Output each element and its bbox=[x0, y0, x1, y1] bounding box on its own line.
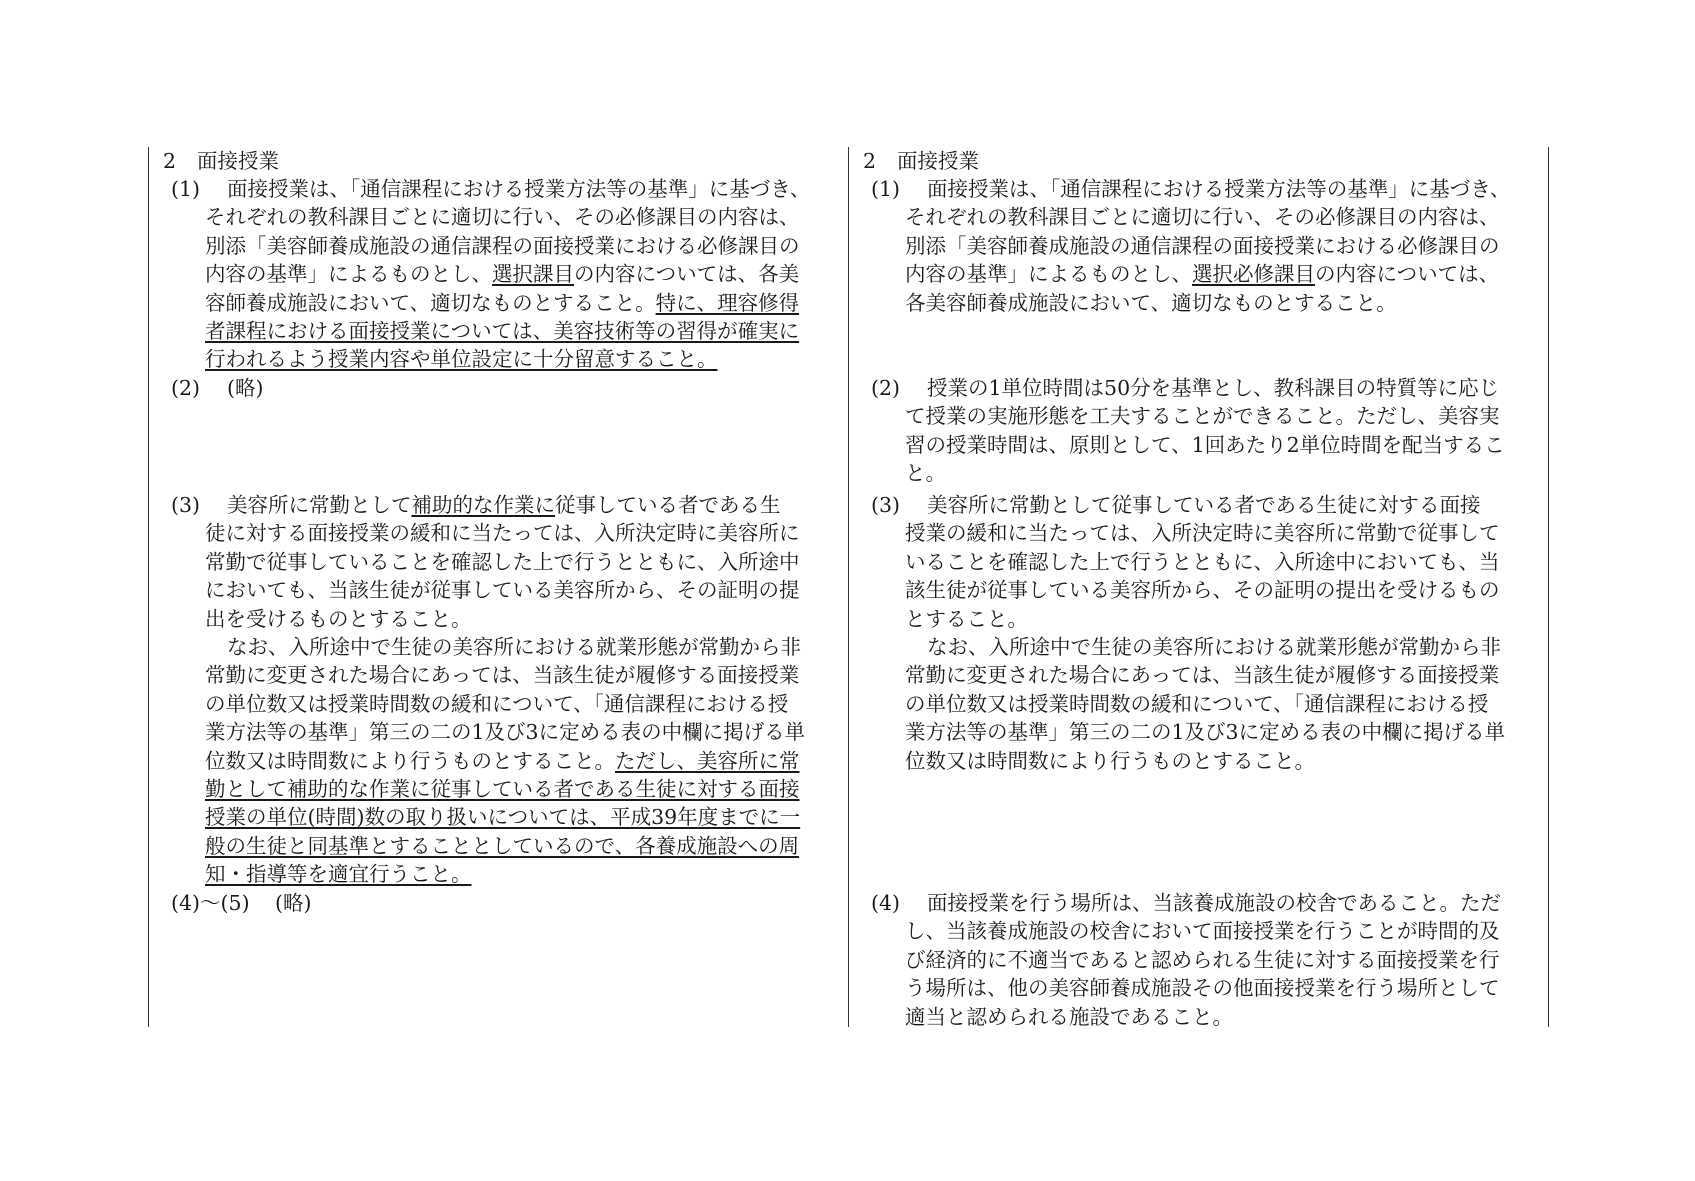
underlined-text: 選択課目 bbox=[492, 262, 574, 287]
text-line: なお、入所途中で生徒の美容所における就業形態が常勤から非 bbox=[927, 635, 1501, 660]
left-item-2 bbox=[149, 374, 848, 402]
underlined-text: 行われるよう授業内容や単位設定に十分留意すること。 bbox=[205, 347, 718, 372]
text-line: 面接授業は、「通信課程における授業方法等の基準」に基づき、 bbox=[927, 177, 1511, 201]
text-line: 面接授業を行う場所は、当該養成施設の校舎であること。ただ bbox=[927, 891, 1501, 915]
text-line: それぞれの教科課目ごとに適切に行い、その必修課目の内容は、 bbox=[905, 205, 1500, 230]
underlined-text: 知・指導等を適宜行うこと。 bbox=[205, 862, 472, 887]
left-item-4-5 bbox=[149, 889, 848, 917]
text-line: 面接授業は、「通信課程における授業方法等の基準」に基づき、 bbox=[227, 177, 811, 201]
text-line: と。 bbox=[905, 461, 946, 486]
text-line: う場所は、他の美容師養成施設その他面接授業を行う場所として bbox=[905, 976, 1500, 1001]
left-item-2-label: (2) bbox=[171, 376, 201, 400]
text-line: 出を受けるものとすること。 bbox=[205, 606, 472, 631]
text-line: とすること。 bbox=[905, 606, 1028, 631]
right-section-title: 面接授業 bbox=[897, 149, 979, 173]
text-line: 別添「美容師養成施設の通信課程の面接授業における必修課目の bbox=[205, 233, 800, 258]
right-item-2-label: (2) bbox=[871, 376, 901, 400]
right-section-number: 2 bbox=[863, 149, 877, 173]
underlined-text: 般の生徒と同基準とすることとしているので、各養成施設への周 bbox=[205, 833, 800, 858]
text-line: 適当と認められる施設であること。 bbox=[905, 1004, 1233, 1029]
text-line: 美容所に常勤として従事している者である生徒に対する面接 bbox=[927, 493, 1481, 517]
text-line: 従事している者である生 bbox=[555, 493, 781, 517]
left-item-1 bbox=[149, 175, 848, 374]
text-line: 位数又は時間数により行うものとすること。 bbox=[205, 748, 615, 773]
text-line: 内容の基準」によるものとし、 bbox=[205, 262, 492, 287]
text-line: 授業の緩和に当たっては、入所決定時に美容所に常勤で従事して bbox=[905, 521, 1500, 546]
right-item-3-label: (3) bbox=[871, 493, 901, 517]
text-line: 徒に対する面接授業の緩和に当たっては、入所決定時に美容所に bbox=[205, 521, 800, 546]
text-line: 各美容師養成施設において、適切なものとすること。 bbox=[905, 290, 1397, 315]
right-section-heading bbox=[849, 147, 1548, 175]
text-line: の単位数又は授業時間数の緩和について、「通信課程における授 bbox=[205, 691, 789, 716]
text-line: なお、入所途中で生徒の美容所における就業形態が常勤から非 bbox=[227, 635, 801, 660]
text-line: 位数又は時間数により行うものとすること。 bbox=[905, 748, 1315, 773]
left-column bbox=[148, 147, 848, 1027]
left-item-3-label: (3) bbox=[171, 493, 201, 517]
text-line: の内容については、各美 bbox=[574, 262, 800, 287]
left-item-4-5-text: (略) bbox=[275, 891, 312, 915]
text-line: 容師養成施設において、適切なものとすること。 bbox=[205, 290, 656, 315]
left-item-3 bbox=[149, 491, 848, 889]
right-item-4 bbox=[849, 889, 1548, 1031]
text-line: の単位数又は授業時間数の緩和について、「通信課程における授 bbox=[905, 691, 1489, 716]
text-line: の内容については、 bbox=[1315, 262, 1500, 287]
underlined-text: 補助的な作業に bbox=[411, 493, 555, 517]
underlined-text: 選択必修課目 bbox=[1192, 262, 1315, 287]
right-item-2 bbox=[849, 374, 1548, 488]
left-section-heading bbox=[149, 147, 848, 175]
left-section-title: 面接授業 bbox=[197, 149, 279, 173]
right-column bbox=[848, 147, 1549, 1027]
underlined-text: 勤として補助的な作業に従事している者である生徒に対する面接 bbox=[205, 777, 800, 802]
text-line: 常勤に変更された場合にあっては、当該生徒が履修する面接授業 bbox=[205, 663, 800, 688]
text-line: 該生徒が従事している美容所から、その証明の提出を受けるもの bbox=[905, 578, 1500, 603]
text-line: び経済的に不適当であると認められる生徒に対する面接授業を行 bbox=[905, 947, 1500, 972]
text-line: 業方法等の基準」第三の二の1及び3に定める表の中欄に掲げる単 bbox=[205, 720, 806, 745]
right-item-1-label: (1) bbox=[871, 177, 901, 201]
left-section-number: 2 bbox=[163, 149, 177, 173]
left-item-2-text: (略) bbox=[227, 376, 264, 400]
underlined-text: 特に、理容修得 bbox=[655, 290, 800, 315]
text-line: し、当該養成施設の校舎において面接授業を行うことが時間的及 bbox=[905, 919, 1500, 944]
underlined-text: 者課程における面接授業については、美容技術等の習得が確実に bbox=[205, 319, 800, 344]
text-line: 業方法等の基準」第三の二の1及び3に定める表の中欄に掲げる単 bbox=[905, 720, 1506, 745]
text-line: 内容の基準」によるものとし、 bbox=[905, 262, 1192, 287]
text-line: においても、当該生徒が従事している美容所から、その証明の提 bbox=[205, 578, 800, 603]
left-item-1-label: (1) bbox=[171, 177, 201, 201]
text-line: それぞれの教科課目ごとに適切に行い、その必修課目の内容は、 bbox=[205, 205, 800, 230]
text-line: 習の授業時間は、原則として、1回あたり2単位時間を配当するこ bbox=[905, 432, 1505, 457]
text-line: 常勤で従事していることを確認した上で行うとともに、入所途中 bbox=[205, 549, 800, 574]
text-line: 別添「美容師養成施設の通信課程の面接授業における必修課目の bbox=[905, 233, 1500, 258]
underlined-text: 授業の単位(時間)数の取り扱いについては、平成39年度までに一 bbox=[205, 805, 801, 830]
text-line: 授業の1単位時間は50分を基準とし、教科課目の特質等に応じ bbox=[927, 376, 1500, 400]
right-item-1 bbox=[849, 175, 1548, 317]
right-item-4-label: (4) bbox=[871, 891, 901, 915]
left-item-4-5-label: (4)〜(5) bbox=[171, 891, 250, 915]
underlined-text: ただし、美容所に常 bbox=[615, 748, 800, 773]
text-line: いることを確認した上で行うとともに、入所途中においても、当 bbox=[905, 549, 1500, 574]
text-line: て授業の実施形態を工夫することができること。ただし、美容実 bbox=[905, 404, 1500, 429]
right-item-3 bbox=[849, 491, 1548, 775]
text-line: 美容所に常勤として bbox=[227, 493, 412, 517]
text-line: 常勤に変更された場合にあっては、当該生徒が履修する面接授業 bbox=[905, 663, 1500, 688]
